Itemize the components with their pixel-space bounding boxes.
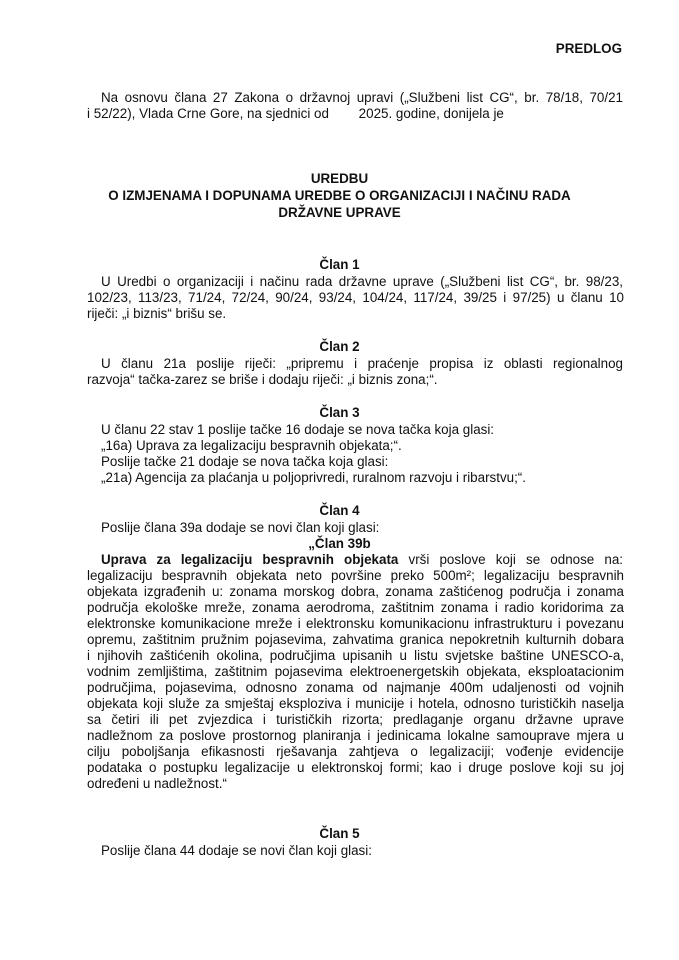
clan2-heading: Član 2 bbox=[319, 339, 360, 354]
clan1-heading: Član 1 bbox=[319, 257, 360, 272]
clan2-line: razvoja“ tačka-zarez se briše i dodaju riječi: „i biznis zona;“. bbox=[87, 372, 438, 387]
clan4-first-line bbox=[101, 552, 623, 568]
clan4-bold-lead: Uprava za legalizaciju bespravnih objekata bbox=[101, 552, 399, 567]
title-line-2: O IZMJENAMA I DOPUNAMA UREDBE O ORGANIZACIJI I NAČINU RADA bbox=[108, 188, 571, 203]
clan4-intro: Poslije člana 39a dodaje se novi član koji glasi: bbox=[101, 520, 380, 535]
clan4-line: i njihovih zaštićenih okolina, područjima upisanih u listu svjetske baštine UNESCO-a, bbox=[87, 648, 624, 663]
clan2-line: U članu 21a poslije riječi: „pripremu i praćenje propisa iz oblasti regionalnog bbox=[101, 356, 623, 371]
clan4-line: cilju poboljšanja efikasnosti rješavanja zahtjeva o legalizaciji; vođenje evidencije bbox=[87, 744, 624, 759]
draft-label: PREDLOG bbox=[555, 41, 622, 56]
clan4-line: legalizaciju bespravnih objekata neto površine preko 500m²; legalizaciju bespravnih bbox=[87, 568, 624, 583]
title-line-3: DRŽAVNE UPRAVE bbox=[278, 205, 401, 220]
clan4-first-line-rest: vrši poslove koji se odnose na: bbox=[398, 552, 624, 567]
clan4-line: sa četiri ili pet zvjezdica i turističkih rizorta; predlaganje organu državne uprave bbox=[87, 712, 624, 727]
clan4-heading: Član 4 bbox=[319, 503, 360, 518]
clan3-line: Poslije tačke 21 dodaje se nova tačka koja glasi: bbox=[101, 454, 389, 469]
clan4-line: vodnim zemljištima, zaštitnim pojasevima elektroenergetskih objekata, eksploatacionim bbox=[87, 664, 624, 679]
clan3-heading: Član 3 bbox=[319, 405, 360, 420]
clan4-line: objekata koji služe za smještaj eksploziva i municije i hotela, odnosno turističkih naselja bbox=[87, 696, 624, 711]
clan4-last-line: određeni u nadležnost.“ bbox=[87, 776, 227, 791]
clan3-line: U članu 22 stav 1 poslije tačke 16 dodaje se nova tačka koja glasi: bbox=[101, 422, 495, 437]
clan4-line: nadležnom za poslove prostornog planiranja i jedinicama lokalne samouprave mjera u bbox=[87, 728, 624, 743]
clan1-line: 102/23, 113/23, 71/24, 72/24, 90/24, 93/24, 104/24, 117/24, 39/25 i 97/25) u članu 10 bbox=[87, 290, 624, 305]
clan4-line: opremu, zaštitnim pružnim pojasevima, zahvatima granica nepokretnih kulturnih dobara bbox=[87, 632, 624, 647]
clan4-line: područja ekološke mreže, zonama aerodroma, zaštitnim zonama i radio koridorima za bbox=[87, 600, 624, 615]
clan1-line: riječi: „i biznis“ brišu se. bbox=[87, 306, 227, 321]
clan5-intro: Poslije člana 44 dodaje se novi član koji glasi: bbox=[101, 843, 372, 858]
clan4-line: objekata izgrađenih u: zonama morskog dobra, zonama zaštićenog područja i zonama bbox=[87, 584, 624, 599]
clan4-line: područjima, pojasevima, odnosno zonama od najmanje 400m udaljenosti od vojnih bbox=[87, 680, 624, 695]
clan4-line: podataka o postupku legalizacije u elektronskoj formi; kao i druge poslove koji su joj bbox=[87, 760, 624, 775]
clan4-line: elektronske komunikacione mreže i elektronsku komunikacionu infrastrukturu i povezanu bbox=[87, 616, 624, 631]
intro-line-1: Na osnovu člana 27 Zakona o državnoj upravi („Službeni list CG“, br. 78/18, 70/21 bbox=[101, 90, 623, 105]
intro-line-2: i 52/22), Vlada Crne Gore, na sjednici od 2025. godine, donijela je bbox=[87, 106, 504, 121]
title-line-1: UREDBU bbox=[310, 171, 369, 186]
clan3-line: „21a) Agencija za plaćanja u poljoprivredi, ruralnom razvoju i ribarstvu;“. bbox=[101, 470, 526, 485]
clan4-sub-heading: „Član 39b bbox=[308, 536, 371, 551]
clan5-heading: Član 5 bbox=[319, 826, 360, 841]
clan3-line: „16a) Uprava za legalizaciju bespravnih objekata;“. bbox=[101, 438, 402, 453]
clan1-line: U Uredbi o organizaciji i načinu rada državne uprave („Službeni list CG“, br. 98/23, bbox=[101, 274, 623, 289]
